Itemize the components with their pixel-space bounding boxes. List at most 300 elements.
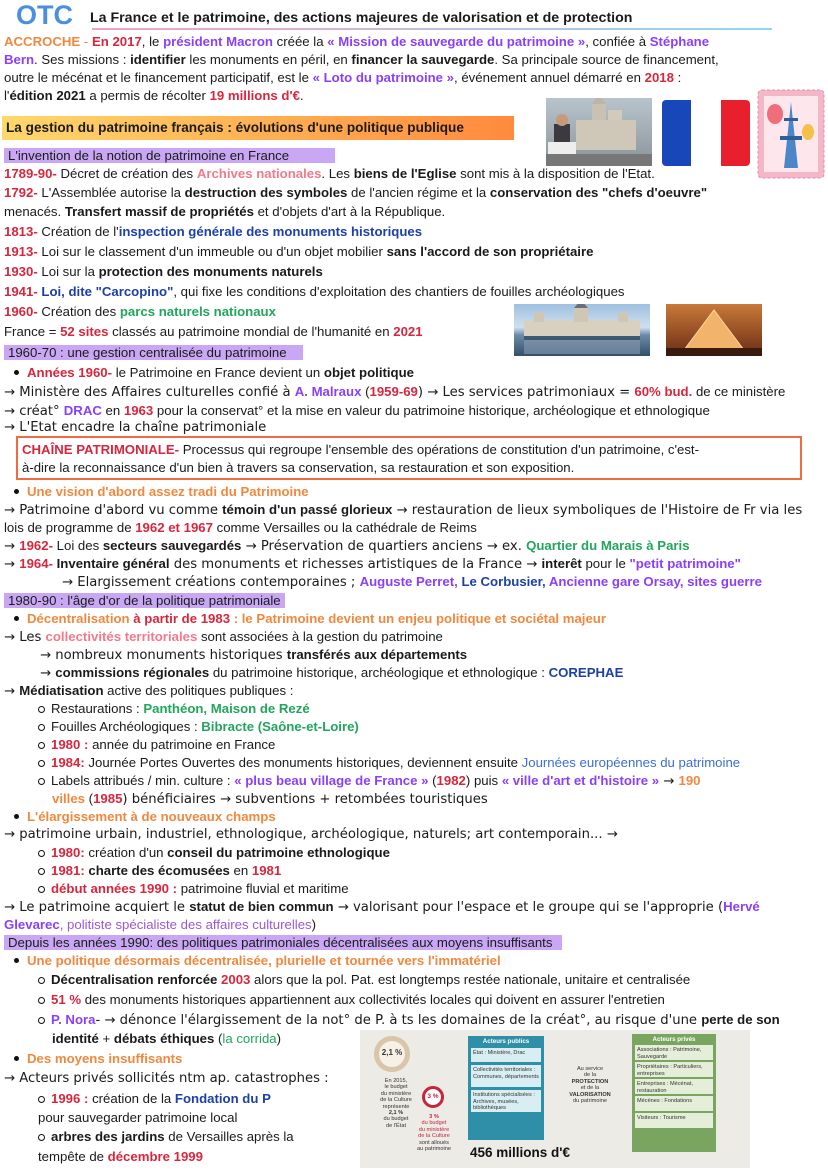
since1990-bullet-1 — [4, 952, 501, 970]
text: comme Versailles ou la cathédrale de Reims — [212, 520, 477, 535]
text: COREPHAE — [548, 665, 624, 680]
text: ) puis — [465, 773, 502, 788]
text: Le Corbusier, — [461, 574, 549, 589]
flag-white — [691, 100, 720, 166]
tradi-line-2 — [4, 519, 477, 537]
text: Glevarec — [4, 917, 60, 932]
centralized-line-2 — [4, 383, 785, 402]
mid-text — [416, 1114, 452, 1152]
text: « ville d'art et d'histoire » — [501, 773, 660, 788]
text: la corrida — [222, 1031, 277, 1046]
text: → — [4, 557, 20, 572]
text: 51 % — [51, 992, 82, 1007]
t: sont alloués — [419, 1139, 449, 1146]
section-banner: La gestion du patrimoine français : évolutions d'une politique publique — [2, 116, 514, 140]
golden-line-2 — [40, 646, 467, 665]
invention-line-7 — [4, 283, 625, 301]
text: Des moyens insuffisants — [27, 1051, 183, 1066]
text: 1962 et 1967 — [135, 520, 213, 535]
text: le Patrimoine en France devient un — [112, 365, 324, 380]
text: Loi, dite "Carcopino" — [37, 284, 174, 299]
text: créée la — [272, 34, 328, 49]
text: Décret de création des — [56, 166, 197, 181]
text: villes — [52, 791, 85, 806]
text: Création des — [37, 304, 120, 319]
text: pour la conservat° et la mise en valeur du patrimoine historique, archéologique et ethnologique — [153, 403, 710, 418]
public-row: État : Ministère, Drac — [471, 1048, 541, 1062]
private-row: Mécènes : Fondations — [635, 1096, 713, 1111]
text: 2021 — [393, 324, 423, 339]
text: transférés aux départements — [286, 647, 468, 662]
public-row: Institutions spécialisées : Archives, musées, bibliothèques — [471, 1090, 541, 1112]
public-actors — [468, 1036, 544, 1140]
eiffel-stamp — [756, 88, 826, 180]
circle-bullet-icon — [38, 886, 45, 893]
text: 1962- — [19, 538, 53, 553]
text: Quartier du Marais à Paris — [526, 538, 690, 553]
text: 60% bud. — [634, 384, 693, 399]
golden-circle-4 — [38, 754, 740, 772]
t: représente — [382, 1103, 410, 1110]
since1990-d3 — [38, 1128, 294, 1146]
t: En 2015, — [384, 1078, 408, 1084]
text: ( — [428, 773, 437, 788]
budget-infographic — [360, 1030, 750, 1168]
text: → valorisant pour l'espace et le groupe qui se l'approprie ( — [333, 900, 724, 915]
bullet-icon — [14, 1056, 19, 1061]
text: : le Patrimoine devient un enjeu politique et sociétal majeur — [230, 611, 606, 626]
section-heading: L'invention de la notion de patrimoine en France — [4, 148, 335, 163]
since1990-c1 — [38, 971, 690, 989]
text: débats éthiques — [113, 1031, 215, 1046]
text: l' — [4, 88, 10, 103]
text: : — [673, 70, 682, 85]
since1990-c2 — [38, 991, 665, 1009]
t: 3 % — [429, 1114, 439, 1120]
centralized-line-4: → L'Etat encadre la chaîne patrimoniale — [4, 420, 267, 435]
text: → Les — [4, 630, 46, 645]
invention-line-9 — [4, 323, 423, 341]
text: 1792- — [4, 185, 38, 200]
accroche-line-3 — [4, 69, 681, 87]
text: → nombreux monuments historiques — [40, 648, 287, 663]
text: conseil du patrimoine ethnologique — [167, 845, 390, 860]
text: → Ministère des Affaires culturelles confié à — [4, 385, 295, 400]
t: du budget — [421, 1120, 447, 1127]
text: Décentralisation renforcée — [51, 972, 222, 987]
text: Archives nationales — [196, 166, 322, 181]
term: CHAÎNE PATRIMONIALE- — [22, 442, 180, 457]
otc-label: OTC — [16, 0, 73, 30]
text: et d'objets d'art à la République. — [253, 204, 446, 219]
text: , qui fixe les conditions d'exploitation des chantiers de fouilles archéologiques — [173, 284, 625, 299]
text: → — [659, 774, 679, 789]
centralized-line-1 — [4, 364, 414, 382]
text: Journée Portes Ouvertes des monuments historiques, deviennent ensuite — [84, 755, 522, 770]
text: 19 millions d'€ — [209, 88, 300, 103]
text: Ancienne gare Orsay, — [548, 574, 688, 589]
text: P. Nora — [51, 1012, 96, 1027]
text: , politiste spécialiste des affaires culturelles — [59, 917, 312, 932]
text: interêt — [541, 556, 582, 571]
text: Restaurations : — [51, 701, 144, 716]
text: ( — [214, 1031, 223, 1046]
since1990-d2: pour sauvegarder patrimoine local — [38, 1110, 238, 1125]
text: de l'ancien régime et la — [347, 185, 490, 200]
text: identifier — [130, 52, 186, 67]
text: tempête de — [38, 1149, 108, 1164]
invention-line-2 — [4, 184, 707, 202]
text: Création de l' — [37, 224, 119, 239]
text: → créat° — [4, 404, 64, 419]
chaine-line-2: à-dire la reconnaissance d'un bien à travers sa conservation, sa restauration et son exposition. — [22, 459, 575, 475]
text: 1984: — [51, 755, 85, 770]
text: - → dénonce l'élargissement de la not° de P. à ts les domaines de la créat°, au risque d'une — [95, 1013, 702, 1028]
text: "petit patrimoine" — [629, 556, 741, 571]
pct2-circle: 3 % — [422, 1086, 444, 1108]
invention-line-4 — [4, 223, 422, 241]
t: PROTECTION — [571, 1078, 609, 1085]
budget-amount: 456 millions d'€ — [470, 1145, 570, 1160]
header — [4, 2, 824, 28]
invention-line-6 — [4, 263, 323, 281]
text: biens de l'Eglise — [353, 166, 457, 181]
text: → — [4, 539, 20, 554]
since1990-d1 — [38, 1090, 271, 1108]
golden-d1 — [38, 844, 390, 862]
text: des monuments historiques appartiennent aux collectivités locales qui doivent en assurer l'entretien — [81, 992, 665, 1007]
circle-bullet-icon — [38, 997, 45, 1004]
text: 1913- — [4, 244, 38, 259]
text: 1941- — [4, 284, 38, 299]
since1990-heading — [4, 934, 562, 952]
text: ) bénéficiaires → subventions + retombées touristiques — [122, 792, 488, 807]
private-row: Associations : Patrimoine, Sauvegarde — [635, 1045, 713, 1060]
t: le budget — [384, 1084, 408, 1091]
text: menacés. — [4, 204, 65, 219]
tradi-line-5 — [62, 573, 762, 592]
text: protection des monuments naturels — [98, 264, 323, 279]
text: classés au patrimoine mondial de l'humanité en — [108, 324, 394, 339]
text: Transfert massif de propriétés — [64, 204, 254, 219]
text: président Macron — [163, 34, 273, 49]
text: décembre 1999 — [107, 1149, 203, 1164]
private-actors — [632, 1034, 716, 1152]
text: 1981 — [251, 863, 282, 878]
flag-red — [721, 100, 750, 166]
text: à partir de 1983 — [129, 611, 231, 626]
text: Une vision d'abord assez tradi du Patrimoine — [27, 484, 309, 499]
text: A. Malraux — [294, 384, 362, 399]
text: 2018 — [644, 70, 674, 85]
invention-heading — [4, 147, 335, 165]
text: arbres des jardins — [51, 1129, 165, 1144]
text: . — [299, 88, 304, 103]
text: Processus qui regroupe l'ensemble des opérations de constitution d'un patrimoine, c'est- — [179, 442, 699, 457]
text: sites guerre — [687, 574, 762, 589]
text: parcs naturels nationaux — [119, 304, 276, 319]
circle-bullet-icon — [38, 977, 45, 984]
text: 1960- — [4, 304, 38, 319]
pct-circle: 2,1 % — [374, 1036, 410, 1072]
text: → Préservation de quartiers anciens → ex. — [241, 539, 527, 554]
text: Années 1960- — [27, 365, 113, 380]
cathedral-illustration — [546, 98, 652, 166]
text: Inventaire général — [52, 556, 170, 571]
text: 2003 — [221, 972, 251, 987]
since1990-bullet-2 — [4, 1050, 182, 1068]
eiffel-tower-icon — [756, 88, 826, 180]
photo-louvre — [666, 304, 762, 356]
golden-d2 — [38, 862, 281, 880]
text: ( — [85, 791, 94, 806]
text: 1980: — [51, 845, 85, 860]
centralized-line-3 — [4, 402, 710, 421]
text: « Mission de sauvegarde du patrimoine » — [327, 34, 586, 49]
flag-blue — [662, 100, 691, 166]
chaine-definition-box — [16, 436, 802, 480]
text: conservation des "chefs d'oeuvre" — [489, 185, 708, 200]
golden-line-6 — [4, 898, 760, 917]
text: secteurs sauvegardés — [102, 538, 242, 553]
tradi-line-1 — [4, 501, 802, 520]
text: , événement annuel démarré en — [454, 70, 645, 85]
title-underline — [92, 28, 772, 30]
text: → Patrimoine d'abord vu comme — [4, 503, 223, 518]
invention-line-8 — [4, 303, 276, 321]
page-title: La France et le patrimoine, des actions majeures de valorisation et de protection — [90, 10, 633, 26]
private-row: Visiteurs : Tourisme — [635, 1113, 713, 1128]
t: de la — [583, 1072, 597, 1079]
text: → restauration de lieux symboliques de l'Histoire de Fr via les — [392, 503, 803, 518]
circle-bullet-icon — [38, 706, 45, 713]
text: 1930- — [4, 264, 38, 279]
t: 2,1 % — [388, 1110, 404, 1117]
text: ) — [276, 1031, 282, 1046]
t: du ministère — [380, 1090, 412, 1097]
text: « plus beau village de France » — [234, 773, 429, 788]
golden-circle-5b — [52, 790, 488, 809]
text: Hervé — [723, 899, 760, 914]
text: Labels attribués / min. culture : — [51, 773, 235, 788]
text: statut de bien commun — [189, 899, 334, 914]
golden-circle-2 — [38, 718, 359, 736]
text: ( — [361, 384, 370, 399]
circle-bullet-icon — [38, 868, 45, 875]
text: témoin d'un passé glorieux — [222, 502, 393, 517]
text: → — [4, 684, 20, 699]
text: destruction des symboles — [184, 185, 348, 200]
text: 1813- — [4, 224, 38, 239]
since1990-c4 — [52, 1030, 281, 1048]
text: édition 2021 — [9, 88, 86, 103]
text: commissions régionales — [55, 665, 210, 680]
text: sont mis à la disposition de l'Etat. — [456, 166, 655, 181]
text: Stéphane — [649, 34, 710, 49]
private-row: Entreprises : Mécénat, restauration — [635, 1079, 713, 1094]
text: . Les — [321, 166, 354, 181]
chaine-line-1 — [22, 441, 796, 459]
text: inspection générale des monuments historiques — [118, 224, 423, 239]
text: sont associées à la gestion du patrimoine — [197, 629, 443, 644]
text: début années 1990 : — [51, 881, 178, 896]
text: DRAC — [63, 403, 102, 418]
text: 1963 — [123, 403, 154, 418]
text: 1959-69 — [369, 384, 418, 399]
text: En 2017 — [91, 34, 142, 49]
text: identité — [52, 1031, 99, 1046]
text: de Versailles après la — [164, 1129, 294, 1144]
golden-circle-3 — [38, 736, 275, 754]
text: lois de programme de — [4, 520, 136, 535]
text: Bern — [4, 52, 35, 67]
text: collectivités territoriales — [45, 629, 198, 644]
text: , — [141, 34, 150, 49]
text: . Ses missions : — [34, 52, 131, 67]
accroche-line-2 — [4, 51, 719, 69]
public-row: Collectivités territoriales : Communes, départements — [471, 1065, 541, 1087]
french-flag — [662, 100, 750, 166]
text: → Elargissement créations contemporaines ; — [62, 575, 360, 590]
text: a permis de récolter — [85, 88, 210, 103]
text: 1964- — [19, 556, 53, 571]
text: des monuments et richesses artistiques de la France → — [169, 557, 542, 572]
text: patrimoine fluvial et maritime — [177, 881, 349, 896]
text: ) → Les services patrimoniaux = — [417, 385, 635, 400]
text: financer la sauvegarde — [351, 52, 495, 67]
golden-line-7 — [4, 916, 316, 934]
text: , confiée à — [585, 34, 650, 49]
invention-line-5 — [4, 243, 593, 261]
text: 52 sites — [60, 324, 109, 339]
text: 1985 — [93, 791, 123, 806]
since1990-d4 — [38, 1148, 203, 1166]
text: année du patrimoine en France — [88, 737, 276, 752]
text: Journées européennes du patrimoine — [521, 755, 741, 770]
text: 190 — [678, 773, 701, 788]
text: Bibracte (Saône-et-Loire) — [201, 719, 359, 734]
bullet-icon — [14, 814, 19, 819]
text: les monuments en péril, en — [185, 52, 352, 67]
text: ) — [311, 917, 317, 932]
text: charte des écomusées — [84, 863, 230, 878]
text: le — [149, 34, 164, 49]
text: Panthéon, Maison de Rezé — [143, 701, 310, 716]
golden-d3 — [38, 880, 349, 898]
since1990-line-1: → Acteurs privés sollicités ntm ap. catastrophes : — [4, 1071, 329, 1086]
text: Une politique désormais décentralisée, plurielle et tournée vers l'immatériel — [27, 953, 501, 968]
pyramid-illustration — [666, 304, 762, 356]
bullet-icon — [14, 489, 19, 494]
text: → — [40, 666, 56, 681]
photo-chambord — [514, 304, 650, 356]
t: et de la — [580, 1085, 600, 1092]
circle-bullet-icon — [38, 778, 45, 785]
t: au patrimoine — [417, 1146, 451, 1153]
t: VALORISATION — [569, 1091, 611, 1098]
text: L'élargissement à de nouveaux champs — [27, 809, 276, 824]
t: de la Culture — [418, 1133, 450, 1140]
text: perte de son — [701, 1012, 780, 1027]
text: 1981: — [51, 863, 85, 878]
text: 1789-90- — [4, 166, 57, 181]
text: 1980 : — [51, 737, 89, 752]
text: → Le patrimoine acquiert le — [4, 900, 190, 915]
section-heading: 1960-70 : une gestion centralisée du patrimoine — [4, 345, 303, 360]
private-row: Propriétaires : Particuliers, entreprises — [635, 1062, 713, 1077]
golden-bullet-1 — [4, 610, 606, 628]
photo-macron-cathedral — [546, 98, 652, 166]
golden-circle-1 — [38, 700, 310, 718]
t: du budget — [383, 1116, 409, 1123]
circle-bullet-icon — [38, 1017, 45, 1024]
text: Fouilles Archéologiques : — [51, 719, 202, 734]
text: 1996 : — [51, 1091, 89, 1106]
text: de ce ministère — [692, 384, 786, 399]
golden-bullet-2 — [4, 808, 276, 826]
text: Médiatisation — [19, 683, 104, 698]
text: + — [98, 1031, 114, 1046]
t: de la Culture — [380, 1097, 412, 1104]
text: du patrimoine historique, archéologique et ethnologique : — [209, 665, 549, 680]
text: création de la — [88, 1091, 175, 1106]
text: active des politiques publiques : — [103, 683, 294, 698]
circle-bullet-icon — [38, 760, 45, 767]
tradi-bullet — [4, 483, 309, 501]
text: création d'un — [84, 845, 168, 860]
tradi-line-4 — [4, 555, 741, 574]
bullet-icon — [14, 370, 19, 375]
invention-line-3 — [4, 203, 445, 221]
circle-bullet-icon — [38, 724, 45, 731]
centralized-heading — [4, 344, 303, 362]
since1990-c3 — [38, 1011, 780, 1030]
t: du ministère — [418, 1126, 450, 1133]
section-heading: 1980-90 : l'âge d'or de la politique patrimoniale — [4, 593, 285, 608]
t: Au service — [576, 1066, 604, 1072]
accroche-line-1 — [4, 33, 709, 51]
left-text — [376, 1078, 416, 1129]
text: « Loto du patrimoine » — [312, 70, 455, 85]
text: en — [229, 863, 252, 878]
text: alors que la pol. Pat. est longtemps restée nationale, unitaire et centralisée — [250, 972, 691, 987]
text: . Sa principale source de financement, — [494, 52, 719, 67]
golden-heading — [4, 592, 285, 610]
text: France = — [4, 324, 61, 339]
circle-bullet-icon — [38, 1134, 45, 1141]
golden-line-1 — [4, 628, 443, 647]
invention-line-1 — [4, 165, 655, 183]
golden-line-3 — [40, 664, 623, 683]
section-heading: Depuis les années 1990: des politiques patrimoniales décentralisées aux moyens insuffisants — [4, 935, 562, 950]
circle-bullet-icon — [38, 742, 45, 749]
text: objet politique — [323, 365, 414, 380]
private-title: Acteurs privés — [652, 1036, 696, 1043]
golden-circle-5 — [38, 772, 701, 791]
bullet-icon — [14, 958, 19, 963]
tradi-line-3 — [4, 537, 690, 556]
circle-bullet-icon — [38, 1096, 45, 1103]
circle-bullet-icon — [38, 850, 45, 857]
text: Loi sur la — [37, 264, 99, 279]
center-text — [560, 1066, 620, 1104]
bullet-icon — [14, 616, 19, 621]
golden-line-4 — [4, 682, 293, 701]
text: Loi des — [52, 538, 103, 553]
text: Fondation du P — [174, 1091, 271, 1106]
accroche-line-4 — [4, 87, 304, 105]
text: pour le — [581, 556, 630, 571]
